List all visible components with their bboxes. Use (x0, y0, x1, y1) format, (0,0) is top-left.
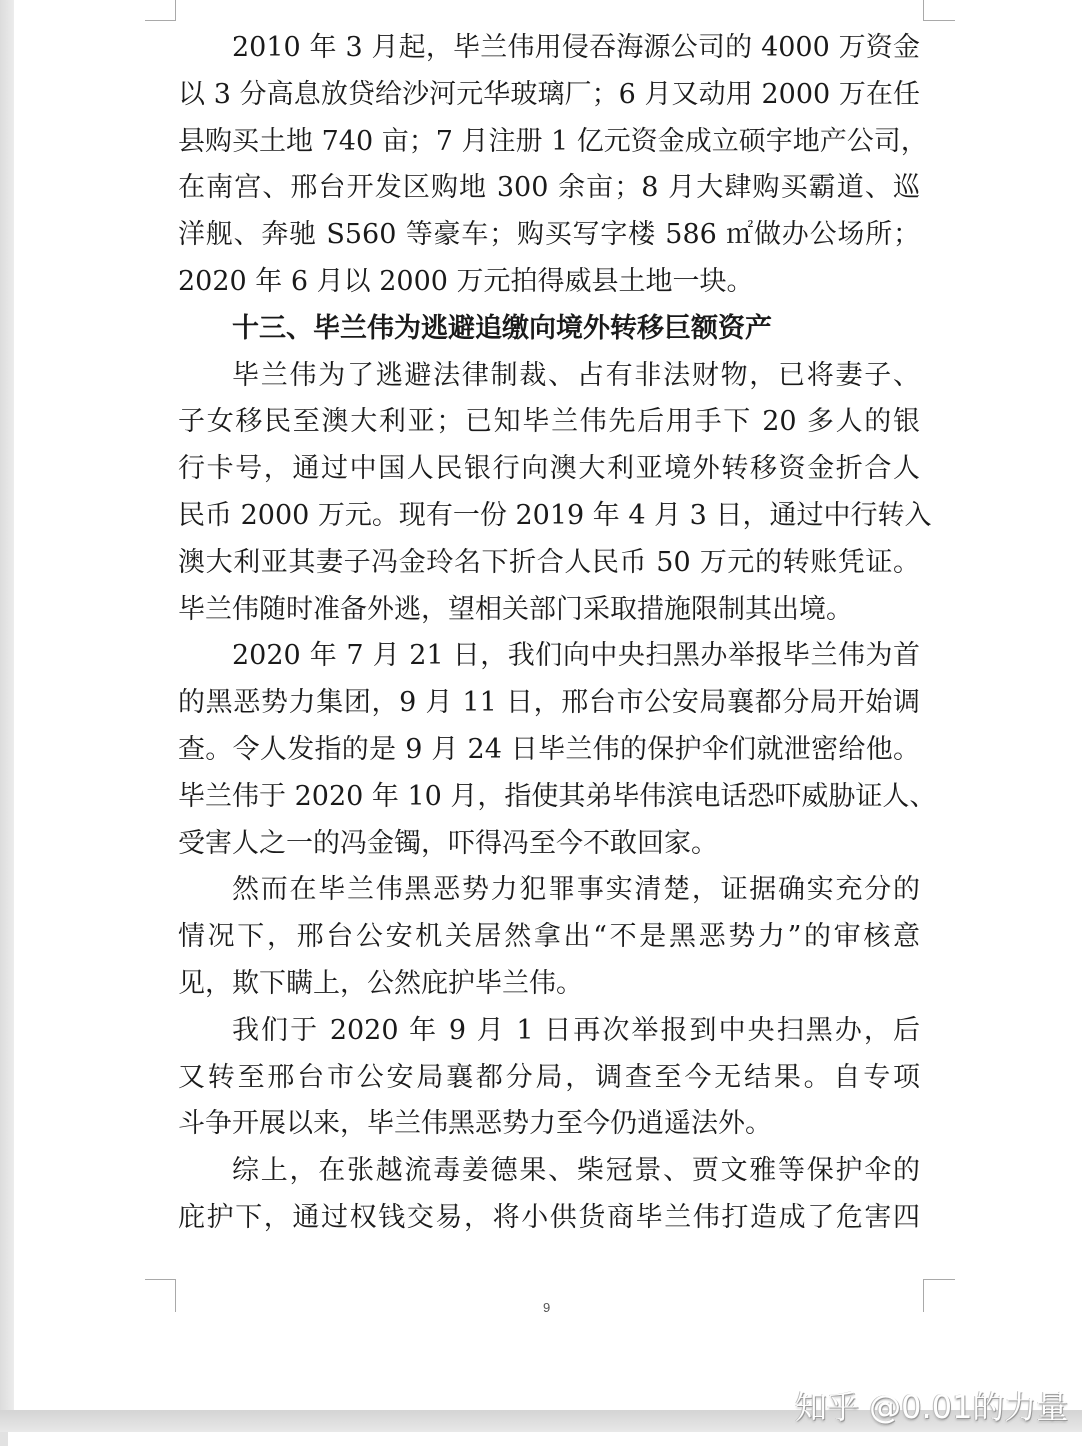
paragraph-line: 查。令人发指的是 9 月 24 日毕兰伟的保护伞们就泄密给他。 (178, 734, 920, 765)
paragraph-line: 2020 年 7 月 21 日，我们向中央扫黑办举报毕兰伟为首 (232, 640, 920, 672)
paragraph-line: 见，欺下瞒上，公然庇护毕兰伟。 (178, 968, 583, 999)
paragraph-line: 洋舰、奔驰 S560 等豪车；购买写字楼 586 ㎡做办公场所； (178, 219, 920, 251)
corner-mark-bottom-right (923, 1279, 924, 1312)
next-page-top (0, 1432, 1082, 1446)
paragraph-line: 受害人之一的冯金镯，吓得冯至今不敢回家。 (178, 827, 718, 859)
paragraph-line: 情况下，邢台公安机关居然拿出“不是黑恶势力”的审核意 (178, 921, 920, 953)
paragraph-line: 我们于 2020 年 9 月 1 日再次举报到中央扫黑办，后 (232, 1014, 920, 1046)
paragraph-line: 斗争开展以来，毕兰伟黑恶势力至今仍逍遥法外。 (178, 1108, 772, 1140)
paragraph-line: 在南宫、邢台开发区购地 300 余亩；8 月大肆购买霸道、巡 (178, 172, 920, 204)
paragraph-line: 2020 年 6 月以 2000 万元拍得威县土地一块。 (178, 266, 754, 297)
paragraph-line: 县购买土地 740 亩；7 月注册 1 亿元资金成立硕宇地产公司， (178, 125, 928, 157)
page-number: 9 (543, 1300, 551, 1315)
corner-mark-bottom-left (175, 1279, 176, 1312)
paragraph-line: 的黑恶势力集团，9 月 11 日，邢台市公安局襄都分局开始调 (178, 687, 920, 719)
paragraph-line: 民币 2000 万元。现有一份 2019 年 4 月 3 日，通过中行转入 (178, 500, 932, 531)
paragraph-line: 毕兰伟随时准备外逃，望相关部门采取措施限制其出境。 (178, 593, 853, 625)
corner-mark-top-right (923, 20, 955, 21)
paragraph-line: 澳大利亚其妻子冯金玲名下折合人民币 50 万元的转账凭证。 (178, 546, 920, 578)
paragraph-line: 毕兰伟为了逃避法律制裁、占有非法财物，已将妻子、 (232, 359, 920, 391)
corner-mark-bottom-right (923, 1279, 955, 1280)
paragraph-line: 以 3 分高息放贷给沙河元华玻璃厂；6 月又动用 2000 万在任 (178, 78, 920, 110)
paragraph-line: 2010 年 3 月起，毕兰伟用侵吞海源公司的 4000 万资金 (232, 32, 920, 63)
window-left-gutter (0, 0, 14, 1410)
watermark: 知乎 @0.01的力量 (795, 1388, 1069, 1426)
corner-mark-bottom-left (145, 1279, 175, 1280)
paragraph-line: 综上，在张越流毒姜德果、柴冠景、贾文雅等保护伞的 (232, 1155, 920, 1187)
paragraph-line: 然而在毕兰伟黑恶势力犯罪事实清楚，证据确实充分的 (232, 874, 920, 906)
paragraph-line: 庇护下，通过权钱交易，将小供货商毕兰伟打造成了危害四 (178, 1202, 920, 1233)
paragraph-line: 行卡号，通过中国人民银行向澳大利亚境外转移资金折合人 (178, 453, 920, 485)
paragraph-line: 又转至邢台市公安局襄都分局，调查至今无结果。自专项 (178, 1061, 920, 1093)
paragraph-line: 毕兰伟于 2020 年 10 月，指使其弟毕伟滨电话恐吓威胁证人、 (178, 780, 937, 812)
corner-mark-top-right (923, 0, 924, 21)
corner-mark-top-left (175, 0, 176, 21)
section-heading: 十三、毕兰伟为逃避追缴向境外转移巨额资产 (232, 312, 772, 344)
paragraph-line: 子女移民至澳大利亚；已知毕兰伟先后用手下 20 多人的银 (178, 406, 920, 438)
corner-mark-top-left (145, 20, 175, 21)
